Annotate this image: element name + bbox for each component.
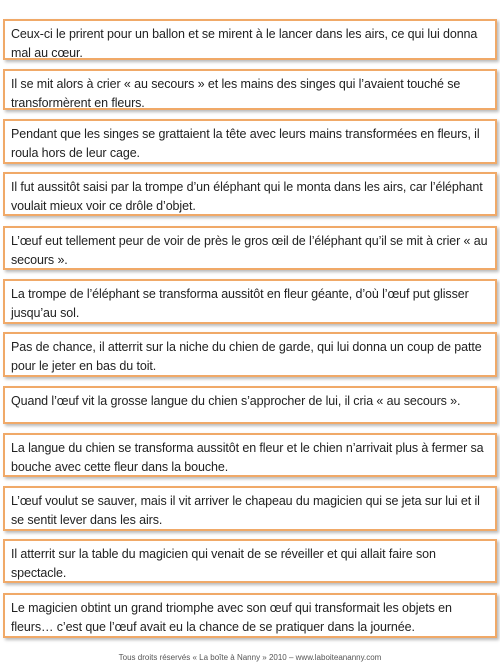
story-card: Il atterrit sur la table du magicien qui venait de se réveiller et qui allait faire son spectacle.: [3, 539, 497, 583]
story-card: Le magicien obtint un grand triomphe avec son œuf qui transformait les objets en fleurs… c’est que l’œuf avait eu la chance de se pratiquer dans la journée.: [3, 593, 497, 638]
story-card: Il fut aussitôt saisi par la trompe d’un éléphant qui le monta dans les airs, car l’éléphant voulait mieux voir ce drôle d’objet.: [3, 172, 497, 216]
story-card: Quand l’œuf vit la grosse langue du chien s’approcher de lui, il cria « au secours ».: [3, 386, 497, 424]
story-card: L’œuf voulut se sauver, mais il vit arriver le chapeau du magicien qui se jeta sur lui et il se sentit lever dans les airs.: [3, 486, 497, 531]
story-card: La trompe de l’éléphant se transforma aussitôt en fleur géante, d’où l’œuf put glisser jusqu’au sol.: [3, 279, 497, 324]
story-card: Pendant que les singes se grattaient la tête avec leurs mains transformées en fleurs, il roula hors de leur cage.: [3, 119, 497, 164]
story-card: Il se mit alors à crier « au secours » et les mains des singes qui l’avaient touché se transformèrent en fleurs.: [3, 69, 497, 110]
story-card: Pas de chance, il atterrit sur la niche du chien de garde, qui lui donna un coup de patte pour le jeter en bas du toit.: [3, 332, 497, 377]
story-card: L’œuf eut tellement peur de voir de près le gros œil de l’éléphant qu’il se mit à crier « au secours ».: [3, 226, 497, 270]
story-card: Ceux-ci le prirent pour un ballon et se mirent à le lancer dans les airs, ce qui lui donna mal au cœur.: [3, 19, 497, 60]
story-card: La langue du chien se transforma aussitôt en fleur et le chien n’arrivait plus à fermer sa bouche avec cette fleur dans la bouche.: [3, 433, 497, 477]
copyright-footer: Tous droits réservés « La boîte à Nanny » 2010 – www.laboiteananny.com: [118, 653, 382, 662]
